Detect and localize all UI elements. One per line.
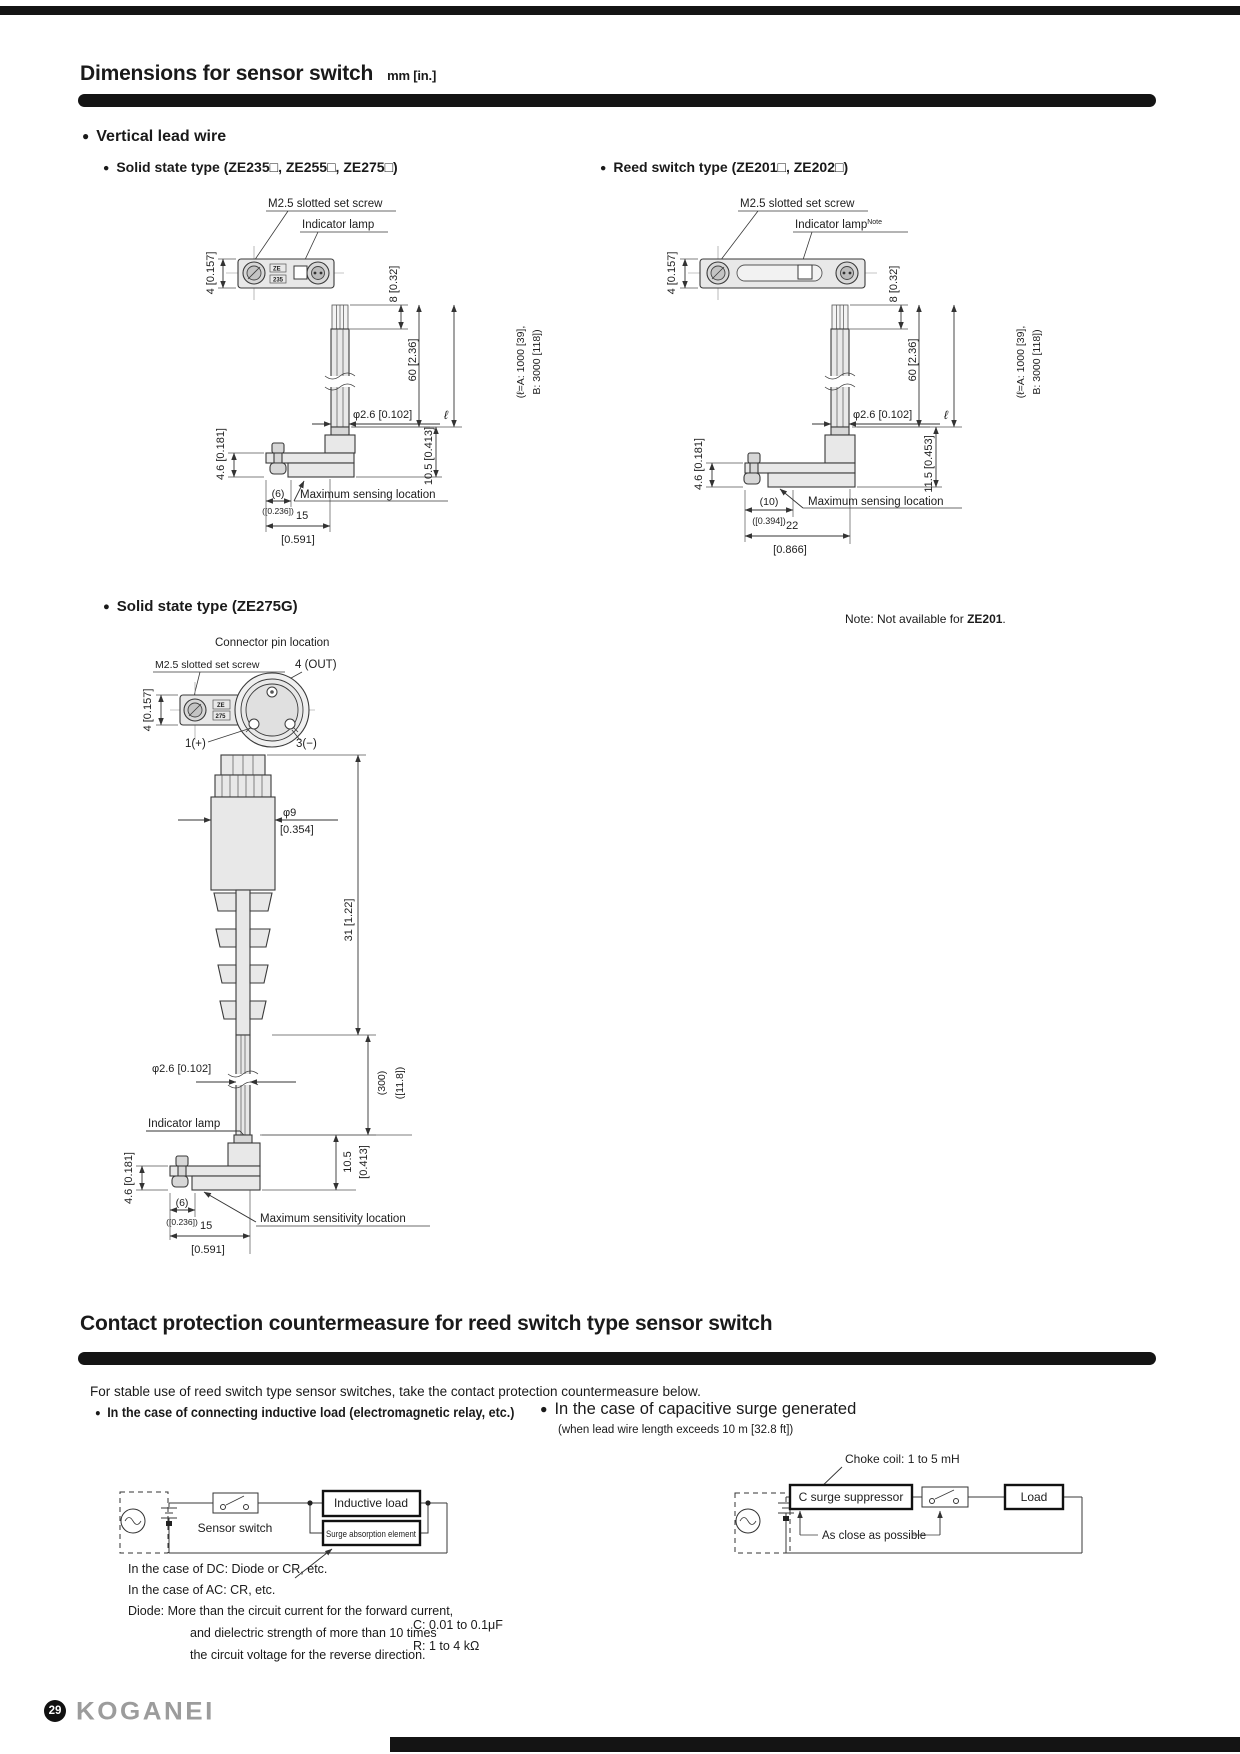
- dim-offset-6: (6): [175, 1197, 189, 1209]
- dim-plug-len-31: 31 [1.22]: [343, 898, 355, 942]
- value-r: [413, 1639, 479, 1653]
- heading-capacitive-case: [540, 1400, 856, 1419]
- dim-body-105: 10.5 [0.413]: [423, 426, 435, 486]
- body-mark-top: ZE: [217, 703, 225, 709]
- foot-block: [768, 473, 855, 487]
- dim-offset-6-in: ([0.236]): [262, 506, 294, 516]
- section-vertical-lead-wire: [82, 128, 226, 146]
- capacitive-subheading-text: (when lead wire length exceeds 10 m [32.8 ft]): [558, 1424, 794, 1436]
- ell-symbol: ℓ: [944, 408, 948, 422]
- solid-state-heading-text: Solid state type (ZE235□, ZE255□, ZE275□): [116, 159, 398, 175]
- note-diode-1: [128, 1604, 453, 1618]
- length-note-1: (ℓ=A: 1000 [39],: [1015, 325, 1027, 399]
- body-mark-bottom: 235: [273, 277, 284, 284]
- dim-cable-dia: φ2.6 [0.102]: [152, 1063, 212, 1075]
- dim-cable-dia: φ2.6 [0.102]: [353, 409, 413, 421]
- dim-cable-dia: φ2.6 [0.102]: [853, 409, 913, 421]
- max-sensing-label: Maximum sensing location: [300, 489, 436, 501]
- length-note-2: B: 3000 [118]): [1031, 329, 1043, 395]
- length-note-1: (ℓ=A: 1000 [39],: [515, 325, 527, 399]
- capacitive-heading-text: In the case of capacitive surge generated: [554, 1400, 857, 1418]
- reed-note-suffix: .: [1002, 612, 1006, 626]
- top-rule: [0, 6, 1240, 15]
- set-screw-label: M2.5 slotted set screw: [268, 198, 383, 210]
- page-number-badge: [44, 1700, 66, 1722]
- dim-height-4: 4 [0.157]: [205, 251, 217, 295]
- dim-offset-10: (10): [759, 496, 779, 508]
- switch-box: [922, 1487, 968, 1507]
- pin3-label: 3(−): [296, 738, 317, 750]
- unit-note: mm [in.]: [387, 68, 437, 83]
- brand-logo: [76, 1697, 215, 1726]
- brand-logo-text: KOGANEI: [76, 1696, 215, 1726]
- note-dc: [128, 1562, 327, 1576]
- dim-offset-6: (6): [271, 488, 285, 500]
- indicator-lamp-text: Indicator lamp: [795, 219, 868, 231]
- section2-rule: [78, 1352, 1156, 1365]
- elbow-body: [228, 1143, 260, 1166]
- pin4-label: 4 (OUT): [295, 659, 337, 671]
- heading-inductive-case: [95, 1405, 514, 1420]
- foot-block: [288, 463, 354, 477]
- sensor-switch-label: Sensor switch: [197, 1521, 273, 1535]
- choke-coil-label: Choke coil: 1 to 5 mH: [845, 1452, 960, 1466]
- dim-lead-60: 60 [2.36]: [907, 338, 919, 382]
- battery-icon: [161, 1503, 177, 1553]
- indicator-lamp-icon: [294, 266, 307, 279]
- max-sensitivity-label: Maximum sensitivity location: [260, 1213, 406, 1225]
- screw-shaft: [750, 463, 758, 473]
- indicator-lamp-label: Indicator lamp: [148, 1118, 221, 1130]
- page-title: [80, 62, 436, 86]
- dim-width-22: 22: [786, 520, 799, 532]
- dim-foot-46: 4.6 [0.181]: [693, 438, 705, 490]
- note-ac-text: In the case of AC: CR, etc.: [128, 1583, 276, 1597]
- title-rule: [78, 94, 1156, 107]
- connector-pin-label: Connector pin location: [215, 637, 330, 649]
- dim-plug-dia-in: [0.354]: [280, 824, 314, 836]
- strain-relief-shaft: [236, 890, 250, 1035]
- vertical-lead-wire-label: Vertical lead wire: [96, 128, 227, 145]
- capacitive-subheading: [558, 1424, 793, 1436]
- dim-width-15: 15: [200, 1220, 213, 1232]
- dim-width-22-in: [0.866]: [773, 544, 807, 556]
- dim-cable-len: (300): [376, 1070, 388, 1096]
- switch-box: [213, 1493, 258, 1513]
- cable-ferrule: [234, 1135, 252, 1143]
- cable-ferrule: [831, 427, 849, 435]
- dim-width-15: 15: [296, 510, 309, 522]
- reed-heading-text: Reed switch type (ZE201□, ZE202□): [613, 159, 849, 175]
- foot-block: [192, 1176, 260, 1190]
- circuit-capacitive: [650, 1445, 1130, 1580]
- screw-nut: [172, 1176, 188, 1187]
- dim-body-115: 11.5 [0.453]: [923, 435, 935, 493]
- note-diode-2: [190, 1626, 437, 1640]
- dim-lead-60: 60 [2.36]: [407, 338, 419, 382]
- note-diode-3-text: the circuit voltage for the reverse direction.: [190, 1648, 426, 1662]
- body-mark-top: ZE: [273, 266, 281, 273]
- max-sensing-label: Maximum sensing location: [808, 496, 944, 508]
- heading-solid-state: [103, 159, 398, 175]
- note-ac: [128, 1583, 275, 1597]
- section2-title-text: Contact protection countermeasure for reed switch type sensor switch: [80, 1312, 773, 1335]
- indicator-note-sup: Note: [867, 219, 883, 226]
- indicator-lamp-label: [795, 219, 882, 231]
- inductive-load-label: Inductive load: [333, 1496, 409, 1510]
- reed-note: [845, 612, 1006, 626]
- screw-shaft: [274, 453, 282, 463]
- ell-symbol: ℓ: [444, 408, 448, 422]
- dim-cable-len-in: ([11.8]): [394, 1066, 406, 1100]
- body-mark-bottom: 275: [215, 714, 226, 720]
- screw-head: [176, 1156, 188, 1166]
- surge-element-label: Surge absorption element: [326, 1529, 417, 1540]
- suppressor-label: C surge suppressor: [798, 1490, 904, 1504]
- inductive-heading-text: In the case of connecting inductive load (electromagnetic relay, etc.): [107, 1405, 515, 1420]
- ze275g-heading-text: Solid state type (ZE275G): [116, 598, 298, 615]
- screw-head: [272, 443, 284, 453]
- heading-reed-switch: [600, 159, 848, 175]
- elbow-body: [825, 435, 855, 463]
- note-dc-text: In the case of DC: Diode or CR, etc.: [128, 1562, 328, 1576]
- dim-foot-46: 4.6 [0.181]: [215, 428, 227, 480]
- dim-width-15-in: [0.591]: [191, 1244, 225, 1256]
- as-close-label: As close as possible: [822, 1530, 927, 1542]
- section2-intro-text: For stable use of reed switch type sensor switches, take the contact protection countermeasure below.: [90, 1384, 701, 1399]
- note-diode-1-text: Diode: More than the circuit current for the forward current,: [128, 1604, 454, 1618]
- value-r-text: R: 1 to 4 kΩ: [413, 1639, 480, 1653]
- diagram-reed-switch: [640, 192, 1060, 572]
- bottom-rule: [390, 1737, 1240, 1752]
- elbow-body: [325, 435, 355, 453]
- diagram-solid-state: [190, 192, 570, 557]
- note-diode-3: [190, 1648, 426, 1662]
- plug-nut: [215, 775, 271, 797]
- value-c: [413, 1618, 503, 1632]
- screw-shaft: [178, 1166, 186, 1176]
- dim-foot-46: 4.6 [0.181]: [123, 1152, 135, 1204]
- dim-strip-8: 8 [0.32]: [888, 265, 900, 303]
- heading-ze275g: [103, 598, 298, 615]
- dim-body-105: 10.5: [342, 1151, 354, 1173]
- note-diode-2-text: and dielectric strength of more than 10 times: [190, 1626, 437, 1640]
- dim-offset-10-in: ([0.394]): [752, 516, 786, 526]
- cable-ferrule: [331, 427, 349, 435]
- dim-width-15-in: [0.591]: [281, 534, 315, 546]
- load-label: Load: [1020, 1490, 1048, 1504]
- set-screw-label: M2.5 slotted set screw: [155, 659, 260, 671]
- dim-offset-6-in: ([0.236]): [166, 1217, 198, 1227]
- reed-note-model: ZE201: [967, 612, 1003, 626]
- plug-barrel: [211, 797, 275, 890]
- foot-plate: [745, 463, 855, 473]
- dim-height-4: 4 [0.157]: [142, 688, 154, 732]
- indicator-lamp-label: Indicator lamp: [302, 219, 375, 231]
- dim-plug-dia: φ9: [283, 807, 297, 819]
- diagram-ze275g: [100, 630, 580, 1270]
- pin1-label: 1(+): [185, 738, 206, 750]
- section2-intro: [90, 1384, 701, 1399]
- value-c-text: C: 0.01 to 0.1μF: [413, 1618, 503, 1632]
- indicator-lamp-icon: [798, 265, 812, 279]
- dim-body-105-in: [0.413]: [358, 1145, 370, 1179]
- screw-head: [748, 453, 760, 463]
- screw-nut: [744, 473, 760, 484]
- length-note-2: B: 3000 [118]): [531, 329, 543, 395]
- reed-note-prefix: Note: Not available for: [845, 612, 968, 626]
- dim-strip-8: 8 [0.32]: [388, 265, 400, 303]
- page-number-text: 29: [48, 1705, 62, 1717]
- set-screw-label: M2.5 slotted set screw: [740, 198, 855, 210]
- page-title-text: Dimensions for sensor switch: [80, 62, 374, 85]
- section2-title: [80, 1312, 772, 1336]
- dim-height-4: 4 [0.157]: [666, 251, 678, 295]
- screw-nut: [270, 463, 286, 474]
